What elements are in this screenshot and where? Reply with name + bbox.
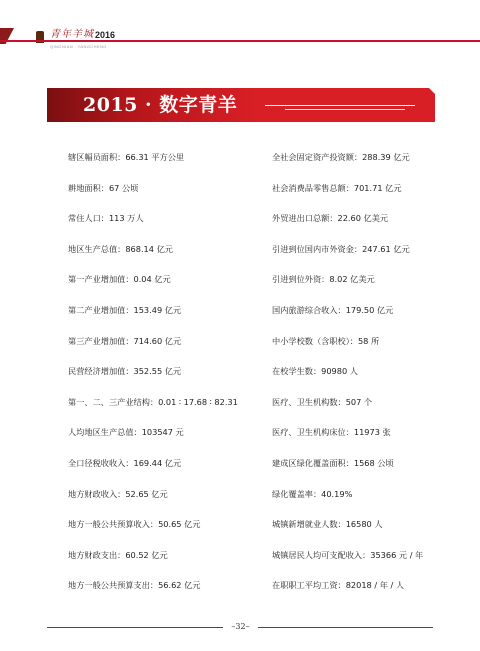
stat-item: 引进到位外资：8.02 亿美元 [272,274,375,285]
stat-item: 医疗、卫生机构床位：11973 张 [272,427,391,438]
stat-item: 地方一般公共预算支出：56.62 亿元 [68,580,201,591]
stat-item: 第一产业增加值：0.04 亿元 [68,274,171,285]
header-year: 2016 [95,30,116,40]
footer-rule-left [47,627,223,628]
section-banner [47,88,435,122]
stat-item: 耕地面积：67 公顷 [68,182,139,193]
stat-item: 辖区幅员面积：66.31 平方公里 [68,152,185,162]
stat-item: 地方财政收入：52.65 亿元 [68,488,168,499]
stat-item: 地方一般公共预算收入：50.65 亿元 [68,519,201,530]
stat-item: 城镇居民人均可支配收入：35366 元 / 年 [272,549,424,560]
stat-item: 建成区绿化覆盖面积：1568 公顷 [272,457,394,468]
stat-item: 城镇新增就业人数：16580 人 [272,519,383,530]
stat-item: 全社会固定资产投资额：288.39 亿元 [272,152,410,162]
stat-item: 在职职工平均工资：82018 / 年 / 人 [272,580,405,591]
stats-left-column [68,150,268,609]
header-subtitle: QINGNIAN · YANGCHENG [50,44,107,49]
stat-item: 第三产业增加值：714.60 亿元 [68,335,182,346]
stat-item: 医疗、卫生机构数：507 个 [272,396,373,407]
stat-item: 常住人口：113 万人 [68,213,144,224]
stats-right-column [272,150,472,609]
header-rule [0,40,480,42]
stat-item: 在校学生数：90980 人 [272,366,358,377]
header-title: 青年羊城 [50,29,94,40]
section-title: 2015 · 数字青羊 [83,94,238,116]
stat-item: 第一、二、三产业结构：0.01 ∶ 17.68 ∶ 82.31 [68,396,238,407]
stat-item: 地区生产总值：868.14 亿元 [68,243,173,254]
stat-item: 人均地区生产总值：103547 元 [68,427,184,438]
page-number: –32– [231,622,250,631]
stat-item: 中小学校数（含职校）：58 所 [272,335,380,346]
stat-item: 国内旅游综合收入：179.50 亿元 [272,304,394,315]
stat-item: 民营经济增加值：352.55 亿元 [68,366,182,377]
stat-item: 外贸进出口总额：22.60 亿美元 [272,213,389,224]
footer-rule-right [258,627,433,628]
stat-item: 绿化覆盖率：40.19% [272,488,353,499]
banner-corner-cut [429,88,435,94]
stat-item: 地方财政支出：60.52 亿元 [68,549,168,560]
banner-decor-line [285,109,405,110]
stat-item: 全口径税收收入：169.44 亿元 [68,457,182,468]
banner-decor-line [265,105,415,106]
stat-item: 引进到位国内市外资金：247.61 亿元 [272,243,410,254]
stat-item: 第二产业增加值：153.49 亿元 [68,304,182,315]
stat-item: 社会消费品零售总额：701.71 亿元 [272,182,402,193]
